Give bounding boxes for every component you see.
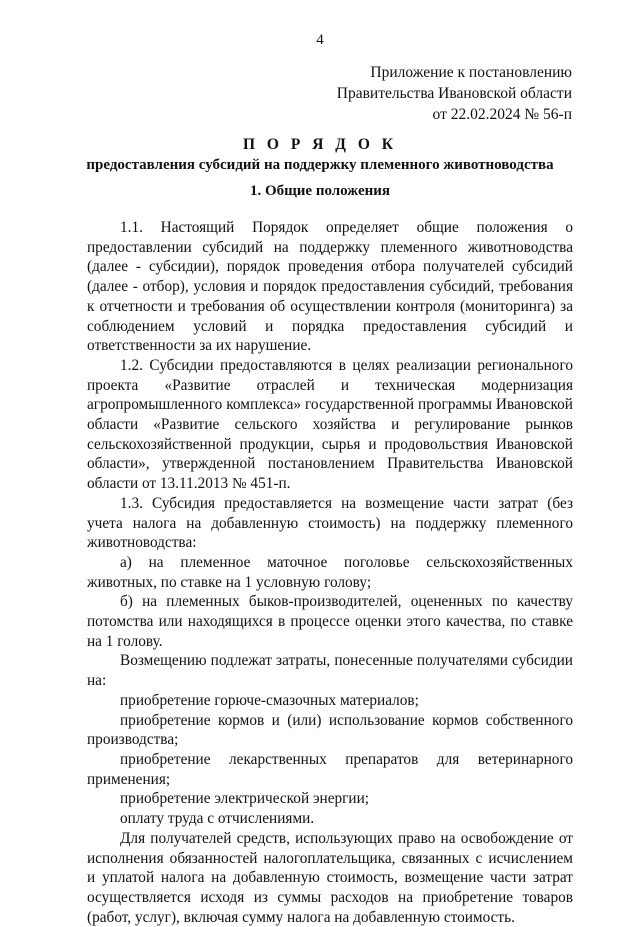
paragraph-costs-intro: Возмещению подлежат затраты, понесенные получателями субсидии на: xyxy=(87,652,573,690)
paragraph-item-a: а) на племенное маточное поголовье сельскохозяйственных животных, по ставке на 1 условную голову; xyxy=(87,553,573,591)
appendix-block xyxy=(337,62,572,125)
paragraph-1-1: 1.1. Настоящий Порядок определяет общие положения о предоставлении субсидий на поддержку племенного животноводства (далее - субсидии), порядок проведения отбора получателей субсидий (далее - отбор), условия и порядок предоставления субсидий, требования к отчетности и требования об осуществлении контроля (мониторинга) за соблюдением условий и порядка предоставления субсидий и ответственности за их нарушение. xyxy=(87,219,573,355)
document-subtitle: предоставления субсидий на поддержку племенного животноводства xyxy=(86,157,554,173)
paragraph-1-2: 1.2. Субсидии предоставляются в целях реализации регионального проекта «Развитие отраслей и техническая модернизация агропромышленного комплекса» государственной программы Ивановской области «Развитие сельского хозяйства и регулирование рынков сельскохозяйственной продукции, сырья и продовольствия Ивановской области», утвержденной постановлением Правительства Ивановской области от 13.11.2013 № 451-п. xyxy=(87,356,573,493)
document-title: П О Р Я Д О К xyxy=(243,136,397,153)
cost-item-feed: приобретение кормов и (или) использование кормов собственного производства; xyxy=(87,711,573,749)
appendix-line-3: от 22.02.2024 № 56-п xyxy=(432,106,572,123)
paragraph-vat-exempt: Для получателей средств, использующих право на освобождение от исполнения обязанностей налогоплательщика, связанных с исчислением и уплатой налога на добавленную стоимость, возмещение части затрат осуществляется исходя из суммы расходов на приобретение товаров (работ, услуг), включая сумму налога на добавленную стоимость. xyxy=(87,829,573,926)
section-heading: 1. Общие положения xyxy=(249,183,391,199)
appendix-line-1: Приложение к постановлению xyxy=(370,64,572,81)
cost-item-electricity: приобретение электрической энергии; xyxy=(120,790,370,808)
paragraph-1-3: 1.3. Субсидия предоставляется на возмещение части затрат (без учета налога на добавленную стоимость) на поддержку племенного животноводства: xyxy=(87,494,573,552)
cost-item-labor: оплату труда с отчислениями. xyxy=(120,810,315,828)
cost-item-fuel: приобретение горюче-смазочных материалов; xyxy=(120,691,419,709)
cost-item-vet-drugs: приобретение лекарственных препаратов для ветеринарного применения; xyxy=(87,750,573,788)
page-number: 4 xyxy=(316,32,324,48)
appendix-line-2: Правительства Ивановской области xyxy=(336,85,572,102)
document-body xyxy=(87,218,573,927)
paragraph-item-b: б) на племенных быков-производителей, оцененных по качеству потомства или находящихся в процессе оценки этого качества, по ставке на 1 голову. xyxy=(87,593,573,650)
